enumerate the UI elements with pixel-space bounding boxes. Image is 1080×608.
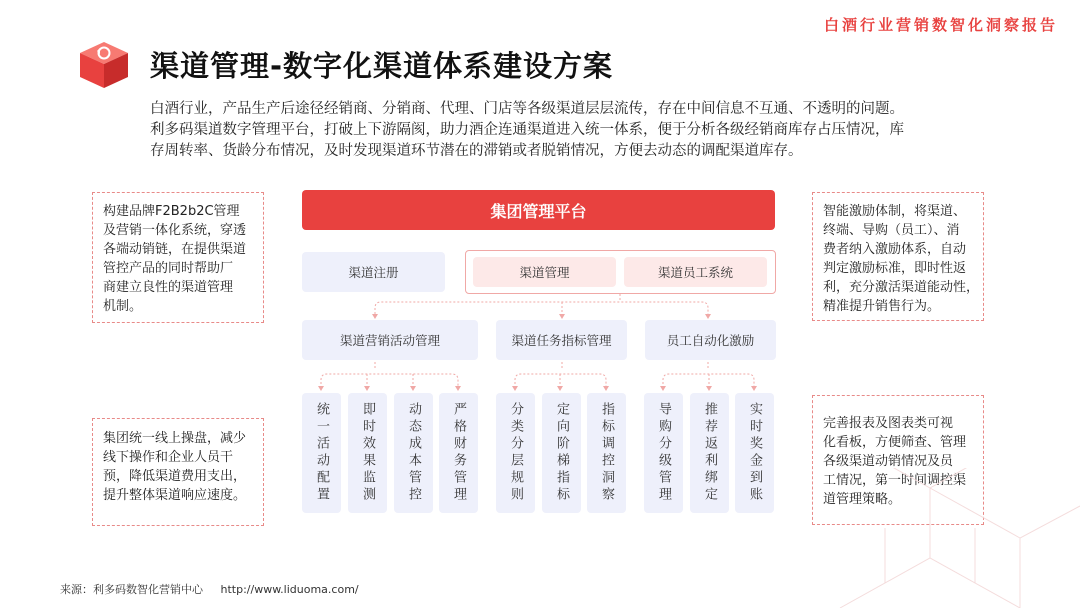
col-guide-tier-management bbox=[644, 393, 683, 513]
note-line: 及营销一体化系统，穿透 bbox=[103, 223, 247, 238]
node-channel-registration: 渠道注册 bbox=[302, 252, 445, 292]
note-line: 各级渠道动销情况及员 bbox=[823, 454, 954, 469]
note-line: 预，降低渠道费用支出， bbox=[103, 469, 247, 484]
col-label: 动态成本管控 bbox=[406, 402, 421, 504]
col-referral-rebate-binding bbox=[690, 393, 729, 513]
col-unified-activity-config bbox=[302, 393, 341, 513]
col-dynamic-cost-control bbox=[394, 393, 433, 513]
note-line: 工情况，第一时间调控渠 bbox=[823, 473, 967, 488]
note-line: 管控产品的同时帮助厂 bbox=[103, 261, 234, 276]
node-task-indicator-management: 渠道任务指标管理 bbox=[496, 320, 627, 360]
report-tag: 白酒行业营销数智化洞察报告 bbox=[823, 16, 1058, 34]
col-label: 推荐返利绑定 bbox=[702, 402, 717, 504]
col-targeted-tier-indicators bbox=[542, 393, 581, 513]
col-label: 指标调控洞察 bbox=[599, 402, 614, 504]
intro-line-1: 白酒行业，产品生产后途径经销商、分销商、代理、门店等各级渠道层层流传，存在中间信息不互通、不透明的问题。 bbox=[150, 101, 904, 117]
col-label: 严格财务管理 bbox=[451, 402, 466, 504]
note-line: 各端动销链，在提供渠道 bbox=[103, 242, 247, 257]
note-line: 商建立良性的渠道管理 bbox=[103, 280, 234, 295]
intro-line-3: 存周转率、货龄分布情况，及时发现渠道环节潜在的滞销或者脱销情况，方便去动态的调配渠道库存。 bbox=[150, 143, 803, 159]
note-line: 完善报表及图表类可视 bbox=[823, 416, 954, 431]
background-cube-pattern bbox=[780, 468, 1080, 608]
col-label: 即时效果监测 bbox=[360, 402, 375, 504]
note-line: 精准提升销售行为。 bbox=[823, 299, 941, 314]
node-channel-staff-system: 渠道员工系统 bbox=[624, 257, 767, 287]
group-management-platform: 集团管理平台 bbox=[302, 190, 775, 230]
node-channel-management: 渠道管理 bbox=[473, 257, 616, 287]
col-classification-rules bbox=[496, 393, 535, 513]
note-line: 化看板，方便筛查、管理 bbox=[823, 435, 967, 450]
col-indicator-control-insight bbox=[587, 393, 626, 513]
col-label: 统一活动配置 bbox=[314, 402, 329, 504]
col-realtime-bonus-payout bbox=[735, 393, 774, 513]
node-marketing-activity-management: 渠道营销活动管理 bbox=[302, 320, 478, 360]
note-line: 构建品牌F2B2b2C管理 bbox=[103, 204, 240, 219]
note-line: 智能激励体制，将渠道、 bbox=[823, 204, 967, 219]
note-line: 终端、导购（员工）、消 bbox=[823, 223, 960, 238]
note-line: 费者纳入激励体系，自动 bbox=[823, 242, 967, 257]
col-label: 分类分层规则 bbox=[508, 402, 523, 504]
note-line: 线下操作和企业人员干 bbox=[103, 450, 234, 465]
col-label: 实时奖金到账 bbox=[747, 402, 762, 504]
note-line: 利，充分激活渠道能动性， bbox=[823, 280, 980, 295]
col-strict-finance-management bbox=[439, 393, 478, 513]
note-line: 提升整体渠道响应速度。 bbox=[103, 488, 247, 503]
note-line: 集团统一线上操盘，减少 bbox=[103, 431, 247, 446]
intro-line-2: 利多码渠道数字管理平台，打破上下游隔阂，助力酒企连通渠道进入统一体系，便于分析各级经销商库存占压情况，库 bbox=[150, 122, 904, 138]
note-line: 判定激励标准，即时性返 bbox=[823, 261, 967, 276]
note-line: 机制。 bbox=[103, 299, 143, 314]
source-label: 来源：利多码数智化营销中心 bbox=[60, 583, 203, 596]
source-url-link[interactable]: http://www.liduoma.com/ bbox=[220, 583, 359, 596]
page-title: 渠道管理-数字化渠道体系建设方案 bbox=[150, 49, 614, 83]
col-label: 定向阶梯指标 bbox=[554, 402, 569, 504]
note-line: 道管理策略。 bbox=[823, 492, 902, 507]
col-label: 导购分级管理 bbox=[656, 402, 671, 504]
node-staff-auto-incentive: 员工自动化激励 bbox=[645, 320, 776, 360]
col-realtime-effect-monitor bbox=[348, 393, 387, 513]
source-footer bbox=[60, 581, 359, 597]
